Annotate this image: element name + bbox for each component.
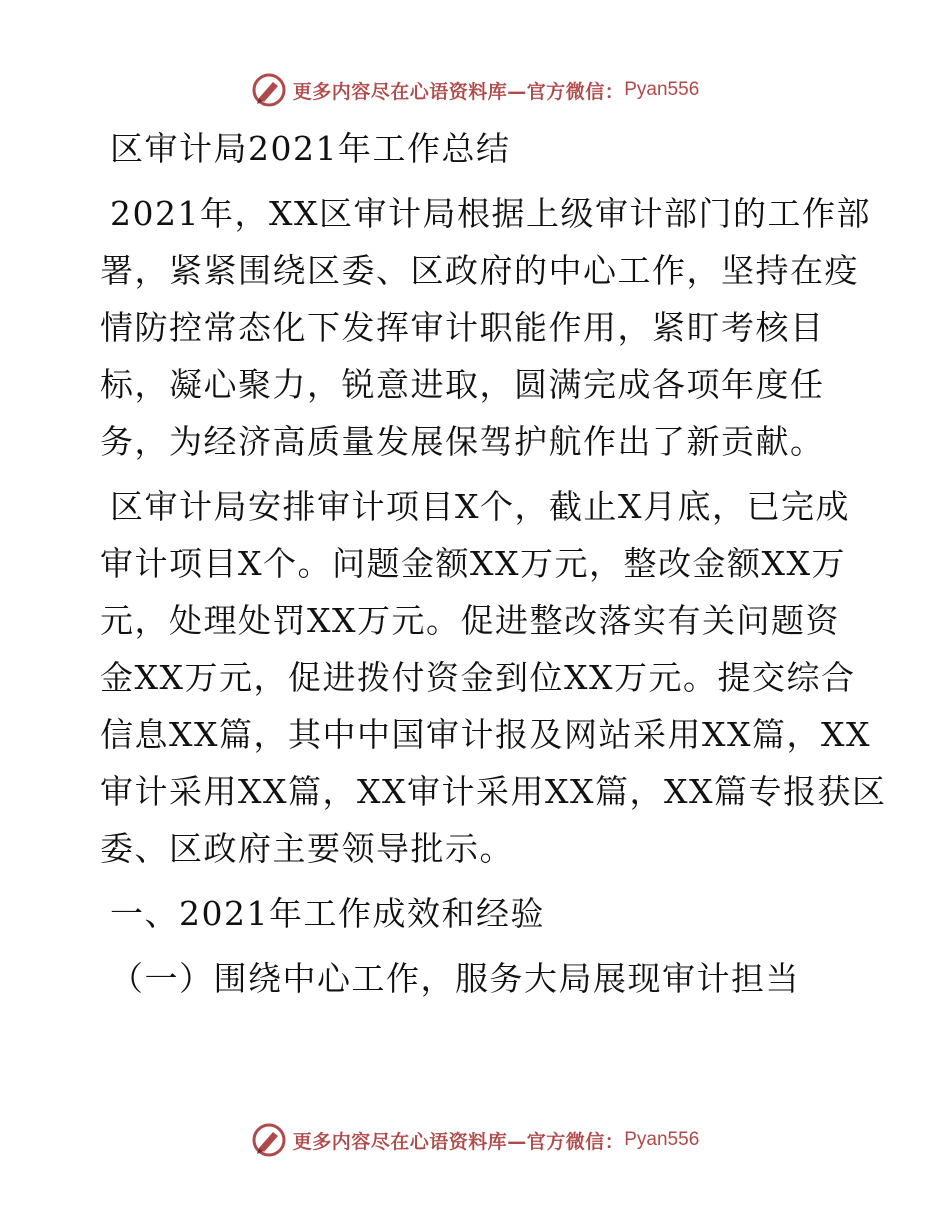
paragraph-1 — [100, 185, 871, 470]
paragraph-line: 金XX万元，促进拨付资金到位XX万元。提交综合 — [100, 658, 856, 697]
paragraph-line: 署，紧紧围绕区委、区政府的中心工作，坚持在疫 — [100, 251, 859, 290]
watermark-account: Pyan556 — [624, 1129, 700, 1150]
paragraph-line: 元，处理处罚XX万元。促进整改落实有关问题资 — [100, 601, 840, 640]
paragraph-2 — [100, 478, 887, 877]
watermark-account: Pyan556 — [624, 79, 700, 100]
watermark-banner-bottom — [0, 1118, 950, 1162]
paragraph-line: 审计项目X个。问题金额XX万元，整改金额XX万 — [100, 544, 846, 583]
paragraph-line: 标，凝心聚力，锐意进取，圆满完成各项年度任 — [100, 365, 825, 404]
paragraph-line: 委、区政府主要领导批示。 — [100, 829, 514, 868]
paragraph-line: 区审计局安排审计项目X个，截止X月底，已完成 — [110, 487, 850, 526]
paragraph-line: 信息XX篇，其中中国审计报及网站采用XX篇，XX — [100, 715, 871, 754]
section-heading-2: （一）围绕中心工作，服务大局展现审计担当 — [110, 959, 800, 998]
watermark-banner-top — [0, 68, 950, 112]
document-title: 区审计局2021年工作总结 — [110, 129, 511, 168]
watermark-text: 更多内容尽在心语资料库—官方微信： — [292, 80, 625, 103]
pen-logo-icon — [251, 72, 287, 108]
paragraph-line: 情防控常态化下发挥审计职能作用，紧盯考核目 — [100, 308, 825, 347]
pen-logo-icon — [251, 1122, 287, 1158]
document-body — [100, 120, 887, 1007]
section-heading-1: 一、2021年工作成效和经验 — [110, 894, 545, 933]
paragraph-line: 2021年，XX区审计局根据上级审计部门的工作部 — [110, 194, 871, 233]
paragraph-line: 务，为经济高质量发展保驾护航作出了新贡献。 — [100, 422, 825, 461]
paragraph-line: 审计采用XX篇，XX审计采用XX篇，XX篇专报获区 — [100, 772, 887, 811]
watermark-text: 更多内容尽在心语资料库—官方微信： — [292, 1130, 625, 1153]
